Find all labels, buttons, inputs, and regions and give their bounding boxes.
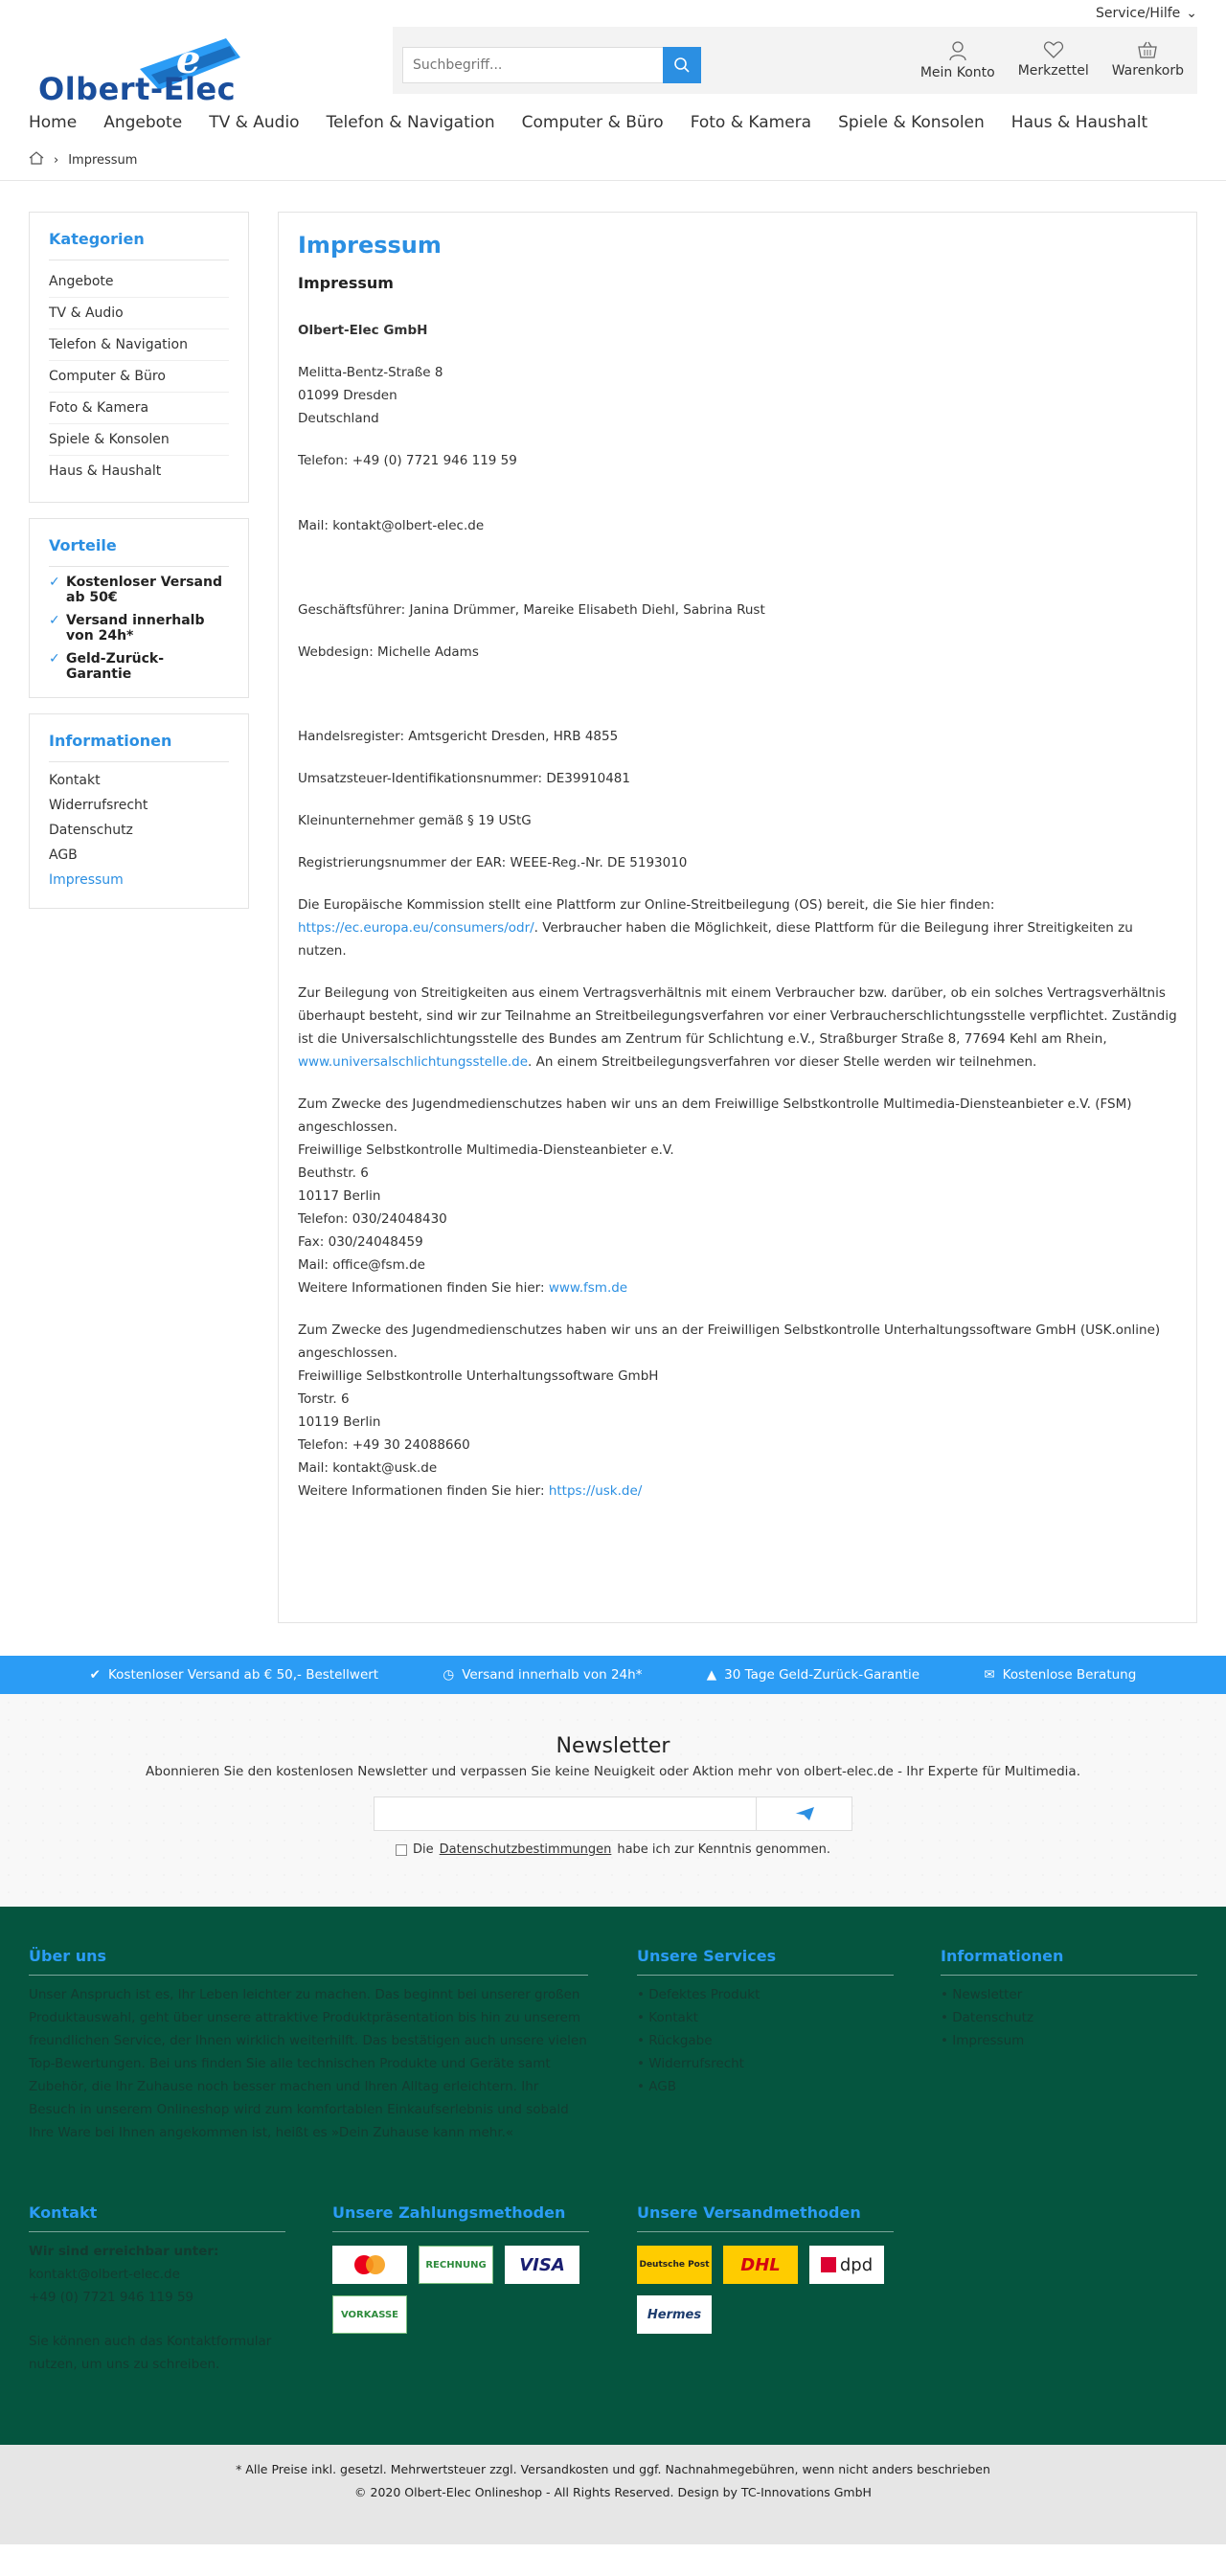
page-subtitle: Impressum	[298, 274, 394, 292]
information-box	[29, 713, 249, 909]
footer-contact	[29, 2203, 285, 2376]
sidebar-item-kontakt[interactable]: Kontakt	[49, 773, 101, 788]
footer-services	[637, 1947, 894, 2098]
price-note: * Alle Preise inkl. gesetzl. Mehrwertsteuer zzgl. Versandkosten und ggf. Nachnahmegebühren, wenn nicht anders beschrieben	[236, 2462, 990, 2476]
fsm-link[interactable]: www.fsm.de	[548, 1280, 628, 1296]
account-button[interactable]	[920, 40, 995, 80]
footer-shipping	[637, 2203, 894, 2334]
nav-item-telefon-navigation[interactable]: Telefon & Navigation	[326, 113, 495, 132]
hermes-logo: Hermes	[637, 2295, 712, 2334]
ear-number: Registrierungsnummer der EAR: WEEE-Reg.-Nr. DE 5193010	[298, 855, 688, 870]
usk-line: Freiwillige Selbstkontrolle Unterhaltungssoftware GmbH	[298, 1368, 659, 1384]
contact-form-text: Sie können auch das Kontaktformular nutzen, um uns zu schreiben.	[29, 2334, 272, 2372]
sidebar-item-impressum[interactable]: Impressum	[49, 872, 124, 888]
search-input[interactable]	[403, 48, 662, 82]
footer	[0, 1907, 1226, 2445]
nav-item-foto-kamera[interactable]: Foto & Kamera	[690, 113, 812, 132]
sidebar	[29, 212, 249, 924]
basket-icon	[1137, 40, 1158, 59]
usk-line: Telefon: +49 30 24088660	[298, 1437, 470, 1453]
breadcrumb	[0, 140, 1226, 180]
thumbs-up-icon: ▲	[706, 1667, 717, 1683]
footer-shipping-title: Unsere Versandmethoden	[637, 2203, 894, 2232]
privacy-link[interactable]: Datenschutzbestimmungen	[439, 1842, 612, 1857]
chevron-down-icon: ⌄	[1186, 6, 1197, 21]
footer-link[interactable]: • Rückgabe	[637, 2033, 713, 2048]
fsm-line: Beuthstr. 6	[298, 1165, 369, 1181]
fsm-line: Fax: 030/24048459	[298, 1234, 423, 1250]
send-icon	[794, 1806, 815, 1821]
impressum-content	[278, 212, 1197, 1623]
footer-link[interactable]: • Defektes Produkt	[637, 1987, 761, 2002]
logo-text: Olbert-Elec	[38, 71, 237, 107]
company-name: Olbert-Elec GmbH	[298, 323, 428, 338]
wishlist-label: Merkzettel	[1017, 63, 1089, 79]
fsm-line: 10117 Berlin	[298, 1188, 381, 1204]
account-label: Mein Konto	[920, 65, 995, 80]
sidebar-item-datenschutz[interactable]: Datenschutz	[49, 823, 133, 838]
contact-mail-link[interactable]: kontakt@olbert-elec.de	[29, 2267, 180, 2282]
mastercard-logo	[332, 2246, 407, 2284]
information-title: Informationen	[49, 732, 229, 762]
trust-item: ▲ 30 Tage Geld-Zurück-Garantie	[706, 1667, 920, 1683]
newsletter-submit-button[interactable]	[757, 1796, 852, 1831]
contact-reach: Wir sind erreichbar unter:	[29, 2244, 219, 2259]
company-mail: Mail: kontakt@olbert-elec.de	[298, 518, 485, 533]
advantage-item	[49, 651, 229, 682]
service-label: Service/Hilfe	[1095, 6, 1181, 21]
footer-link[interactable]: • Newsletter	[941, 1987, 1023, 2002]
clock-icon: ◷	[443, 1667, 455, 1683]
dispute-link[interactable]: www.universalschlichtungsstelle.de	[298, 1054, 529, 1070]
advantage-item	[49, 613, 229, 644]
footer-bottom	[0, 2445, 1226, 2544]
advantage-item	[49, 575, 229, 605]
dhl-logo: DHL	[723, 2246, 798, 2284]
usk-line: 10119 Berlin	[298, 1414, 381, 1430]
chevron-right-icon: ›	[54, 152, 59, 168]
webdesign: Webdesign: Michelle Adams	[298, 644, 479, 660]
usk-more: Weitere Informationen finden Sie hier: https://usk.de/	[298, 1483, 643, 1499]
address-street: Melitta-Bentz-Straße 8	[298, 365, 443, 380]
categories-title: Kategorien	[49, 230, 229, 260]
check-icon: ✓	[49, 575, 60, 590]
company-phone: Telefon: +49 (0) 7721 946 119 59	[298, 453, 517, 468]
trade-register: Handelsregister: Amtsgericht Dresden, HRB 4855	[298, 729, 619, 744]
advantage-label: Versand innerhalb von 24h*	[66, 613, 205, 644]
fsm-line: Mail: office@fsm.de	[298, 1257, 425, 1273]
search-button[interactable]	[663, 47, 701, 83]
deutsche-post-logo: Deutsche Post	[637, 2246, 712, 2284]
fsm-line: Freiwillige Selbstkontrolle Multimedia-Diensteanbieter e.V.	[298, 1142, 674, 1158]
user-icon	[948, 40, 967, 61]
home-icon[interactable]	[29, 151, 44, 169]
fsm-intro: Zum Zwecke des Jugendmedienschutzes haben wir uns an dem Freiwillige Selbstkontrolle Multimedia-Diensteanbieter e.V. (FSM) angeschlossen.	[298, 1096, 1132, 1135]
vat-id: Umsatzsteuer-Identifikationsnummer: DE39910481	[298, 771, 630, 786]
newsletter-consent: Die Datenschutzbestimmungen habe ich zur Kenntnis genommen.	[0, 1842, 1226, 1857]
svg-text:e: e	[176, 37, 201, 82]
visa-logo: VISA	[505, 2246, 579, 2284]
trust-bar	[0, 1656, 1226, 1694]
page-title: Impressum	[298, 232, 442, 259]
nav-item-tv-audio[interactable]: TV & Audio	[209, 113, 300, 132]
sidebar-item-angebote[interactable]: Angebote	[49, 266, 229, 298]
os-platform-text: Die Europäische Kommission stellt eine Plattform zur Online-Streitbeilegung (OS) bereit, die Sie hier finden: https://ec.europa.eu/consumers/odr/. Verbraucher haben die Möglichkeit, diese Plattform für die Beilegung ihrer Streitigkeiten zu nutzen.	[298, 897, 1133, 959]
footer-link[interactable]: • Datenschutz	[941, 2010, 1034, 2025]
breadcrumb-current: Impressum	[68, 152, 138, 168]
check-icon: ✔	[89, 1667, 101, 1683]
sidebar-item-tv-audio[interactable]: TV & Audio	[49, 298, 229, 329]
logo[interactable]	[34, 21, 255, 107]
header-panel	[393, 27, 1197, 94]
cart-label: Warenkorb	[1111, 63, 1184, 79]
search-form	[402, 47, 701, 83]
nav-item-computer-buero[interactable]: Computer & Büro	[521, 113, 664, 132]
usk-link[interactable]: https://usk.de/	[548, 1483, 643, 1499]
advantages-title: Vorteile	[49, 536, 229, 567]
sidebar-item-computer-buero[interactable]: Computer & Büro	[49, 361, 229, 393]
main-navigation	[0, 105, 1226, 140]
check-icon: ✓	[49, 651, 60, 667]
envelope-icon: ✉	[984, 1667, 995, 1683]
footer-link[interactable]: • Impressum	[941, 2033, 1025, 2048]
main-area	[0, 181, 1226, 1656]
usk-line: Torstr. 6	[298, 1391, 350, 1407]
advantage-label: Kostenloser Versand ab 50€	[66, 575, 222, 605]
check-icon: ✓	[49, 613, 60, 628]
footer-payment	[332, 2203, 589, 2334]
prepayment-logo: VORKASSE	[332, 2295, 407, 2334]
newsletter-form	[0, 1796, 1226, 1831]
trust-item: ✉ Kostenlose Beratung	[984, 1667, 1137, 1683]
footer-link[interactable]: • AGB	[637, 2079, 676, 2094]
nav-item-spiele-konsolen[interactable]: Spiele & Konsolen	[838, 113, 985, 132]
nav-item-angebote[interactable]: Angebote	[103, 113, 183, 132]
wishlist-button[interactable]	[1018, 40, 1089, 80]
trust-item: ◷ Versand innerhalb von 24h*	[443, 1667, 643, 1683]
os-platform-link[interactable]: https://ec.europa.eu/consumers/odr/	[298, 920, 534, 936]
footer-about-title: Über uns	[29, 1947, 588, 1976]
invoice-logo: RECHNUNG	[419, 2246, 493, 2284]
address-country: Deutschland	[298, 411, 379, 426]
dpd-logo: dpd	[809, 2246, 884, 2284]
sidebar-item-agb[interactable]: AGB	[49, 847, 78, 863]
search-icon	[673, 56, 691, 74]
usk-line: Mail: kontakt@usk.de	[298, 1460, 438, 1476]
heart-icon	[1043, 40, 1064, 59]
managers: Geschäftsführer: Janina Drümmer, Mareike Elisabeth Diehl, Sabrina Rust	[298, 602, 765, 618]
newsletter-section	[0, 1694, 1226, 1907]
header	[0, 29, 1226, 105]
footer-info-title: Informationen	[941, 1947, 1197, 1976]
sidebar-item-haus-haushalt[interactable]: Haus & Haushalt	[49, 463, 162, 479]
usk-intro: Zum Zwecke des Jugendmedienschutzes haben wir uns an der Freiwilligen Selbstkontrolle Unterhaltungssoftware GmbH (USK.online) angeschlossen.	[298, 1322, 1161, 1361]
sidebar-item-foto-kamera[interactable]: Foto & Kamera	[49, 393, 229, 424]
footer-about-text: Unser Anspruch ist es, Ihr Leben leichter zu machen. Das beginnt bei unserer großen Produktauswahl, geht über unsere attraktive Produktpräsentation bis hin zu unserem freundlichen Service, der Ihnen wirklich weiterhilft. Das bestätigen auch unsere vielen Top-Bewertungen. Bei uns finden Sie alle technischen Produkte und Geräte samt Zubehör, die Ihr Zuhause noch besser machen und Ihren Alltag erleichtern. Ihr Besuch in unserem Onlineshop wird zum komfortablen Einkaufserlebnis und sobald Ihre Ware bei Ihnen angekommen ist, heißt es »Dein Zuhause kann mehr.«	[29, 1987, 587, 2140]
service-help-link[interactable]	[1096, 6, 1197, 21]
footer-about	[29, 1947, 588, 2144]
footer-link[interactable]: • Widerrufsrecht	[637, 2056, 744, 2071]
copyright: © 2020 Olbert-Elec Onlineshop - All Rights Reserved. Design by TC-Innovations GmbH	[354, 2485, 872, 2499]
address-city: 01099 Dresden	[298, 388, 397, 403]
nav-item-home[interactable]: Home	[29, 113, 78, 132]
sidebar-item-telefon-navigation[interactable]: Telefon & Navigation	[49, 329, 229, 361]
header-actions	[920, 40, 1184, 80]
small-business-note: Kleinunternehmer gemäß § 19 UStG	[298, 813, 532, 828]
advantage-label: Geld-Zurück-Garantie	[66, 651, 165, 682]
fsm-more: Weitere Informationen finden Sie hier: www.fsm.de	[298, 1280, 628, 1296]
sidebar-item-spiele-konsolen[interactable]: Spiele & Konsolen	[49, 424, 229, 456]
advantages-box	[29, 518, 249, 698]
trust-item: ✔ Kostenloser Versand ab € 50,- Bestellwert	[89, 1667, 379, 1683]
footer-services-title: Unsere Services	[637, 1947, 894, 1976]
footer-payment-title: Unsere Zahlungsmethoden	[332, 2203, 589, 2232]
footer-link[interactable]: • Kontakt	[637, 2010, 698, 2025]
nav-item-haus-haushalt[interactable]: Haus & Haushalt	[1010, 113, 1148, 132]
categories-box	[29, 212, 249, 503]
newsletter-text: Abonnieren Sie den kostenlosen Newsletter und verpassen Sie keine Neuigkeit oder Aktion mehr von olbert-elec.de - Ihr Experte für Multimedia.	[146, 1764, 1080, 1779]
payment-methods	[332, 2246, 589, 2334]
fsm-line: Telefon: 030/24048430	[298, 1211, 447, 1227]
shipping-methods	[637, 2246, 894, 2334]
newsletter-email-input[interactable]	[374, 1796, 757, 1831]
dispute-text: Zur Beilegung von Streitigkeiten aus einem Vertragsverhältnis mit einem Verbraucher bzw. darüber, ob ein solches Vertragsverhältnis überhaupt besteht, sind wir zur Teilnahme an Streitbeilegungsverfahren vor einer Verbraucherschlichtungsstelle verpflichtet. Zuständig ist die Universalschlichtungsstelle des Bundes am Zentrum für Schlichtung e.V., Straßburger Straße 8, 77694 Kehl am Rhein, www.universalschlichtungsstelle.de. An einem Streitbeilegungsverfahren vor dieser Stelle werden wir teilnehmen.	[298, 985, 1177, 1070]
cart-button[interactable]	[1112, 40, 1184, 80]
footer-information	[941, 1947, 1197, 2052]
consent-checkbox[interactable]	[396, 1844, 407, 1856]
contact-phone-link[interactable]: +49 (0) 7721 946 119 59	[29, 2290, 194, 2305]
footer-contact-title: Kontakt	[29, 2203, 285, 2232]
newsletter-title: Newsletter	[556, 1734, 670, 1758]
sidebar-item-widerrufsrecht[interactable]: Widerrufsrecht	[49, 798, 148, 813]
